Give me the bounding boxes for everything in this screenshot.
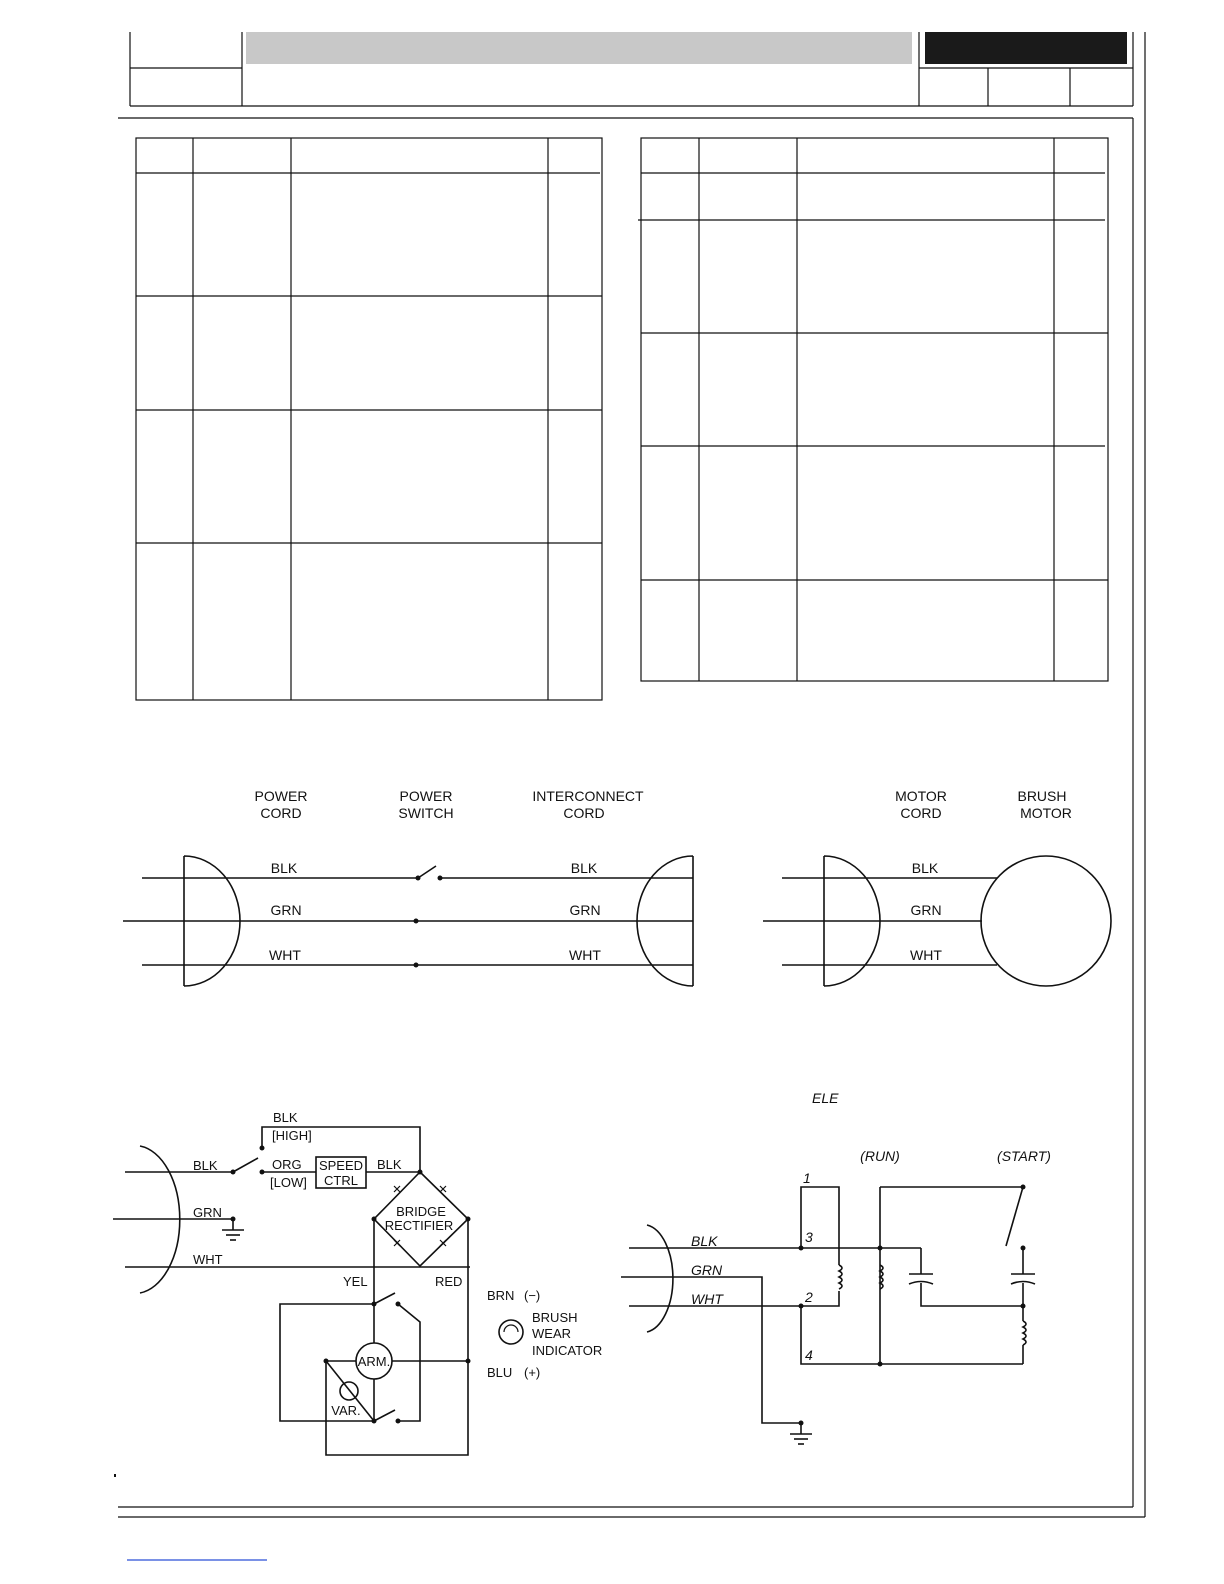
dc-label-blu: BLU: [487, 1365, 513, 1380]
dc-label-yel: YEL: [343, 1274, 368, 1289]
dc-label-minus: (−): [524, 1288, 541, 1303]
dc-label-low: [LOW]: [270, 1175, 307, 1190]
dc-motor-schematic: [113, 1110, 602, 1455]
header-dark-block: [925, 32, 1127, 64]
wire-label-grn-2: GRN: [569, 902, 601, 918]
dc-label-blk-in: BLK: [193, 1158, 218, 1173]
dc-label-wear: WEAR: [532, 1326, 571, 1341]
ac-label-start: (START): [997, 1148, 1051, 1164]
wire-label-wht-3: WHT: [910, 947, 942, 963]
dc-label-red: RED: [435, 1274, 463, 1289]
power-cord-label-2: CORD: [260, 805, 302, 821]
wire-label-blk-3: BLK: [911, 860, 939, 876]
brush-wear-indicator-symbol: [499, 1320, 523, 1344]
wire-label-grn-1: GRN: [270, 902, 302, 918]
motor-cord-label-2: CORD: [900, 805, 942, 821]
brush-motor-symbol: [981, 856, 1111, 986]
wire-label-wht-2: WHT: [569, 947, 601, 963]
motor-cord-label-1: MOTOR: [895, 788, 947, 804]
ac-terminal-4: 4: [805, 1347, 813, 1363]
dc-label-arm: ARM.: [357, 1354, 391, 1369]
brush-motor-label-1: BRUSH: [1017, 788, 1067, 804]
right-table: [638, 138, 1108, 681]
title-bar: [246, 32, 912, 64]
dc-label-org: ORG: [272, 1157, 302, 1172]
dc-label-brn: BRN: [487, 1288, 515, 1303]
ac-label-wht: WHT: [691, 1291, 723, 1307]
ac-label-grn: GRN: [691, 1262, 723, 1278]
dc-label-blk-out: BLK: [377, 1157, 402, 1172]
wiring-diagram-motor: [763, 788, 1111, 986]
ac-title-partial: ELE: [812, 1090, 839, 1106]
dc-label-rectifier: RECTIFIER: [384, 1218, 454, 1233]
dc-label-grn: GRN: [193, 1205, 222, 1220]
ac-label-blk: BLK: [691, 1233, 718, 1249]
ac-label-run: (RUN): [860, 1148, 900, 1164]
dc-label-wht: WHT: [193, 1252, 223, 1267]
dc-label-var: VAR.: [331, 1403, 361, 1418]
ac-terminal-3: 3: [805, 1229, 813, 1245]
power-switch-label-2: SWITCH: [398, 805, 454, 821]
dc-label-brush: BRUSH: [532, 1310, 578, 1325]
dc-label-blk-top: BLK: [273, 1110, 298, 1125]
wiring-diagram-power: [123, 788, 693, 986]
power-cord-label-1: POWER: [254, 788, 308, 804]
wire-label-wht-1: WHT: [269, 947, 301, 963]
power-switch-symbol: [418, 866, 436, 878]
interconnect-cord-label-1: INTERCONNECT: [532, 788, 644, 804]
wire-label-blk-1: BLK: [270, 860, 298, 876]
title-block: [130, 32, 1133, 106]
left-table: [136, 138, 602, 700]
dc-label-speed: SPEED: [318, 1158, 364, 1173]
dc-label-plus: (+): [524, 1365, 541, 1380]
ac-terminal-1: 1: [803, 1170, 811, 1186]
wire-label-grn-3: GRN: [910, 902, 942, 918]
power-switch-label-1: POWER: [399, 788, 453, 804]
dc-label-indicator: INDICATOR: [532, 1343, 603, 1358]
dc-label-high: [HIGH]: [272, 1128, 312, 1143]
ac-plug-symbol: [647, 1225, 673, 1332]
brush-motor-label-2: MOTOR: [1020, 805, 1072, 821]
ac-terminal-2: 2: [805, 1289, 813, 1305]
ac-motor-schematic: [621, 1090, 1051, 1444]
dc-label-bridge: BRIDGE: [396, 1204, 446, 1219]
interconnect-cord-label-2: CORD: [563, 805, 605, 821]
dc-label-ctrl: CTRL: [324, 1173, 358, 1188]
wire-label-blk-2: BLK: [570, 860, 598, 876]
